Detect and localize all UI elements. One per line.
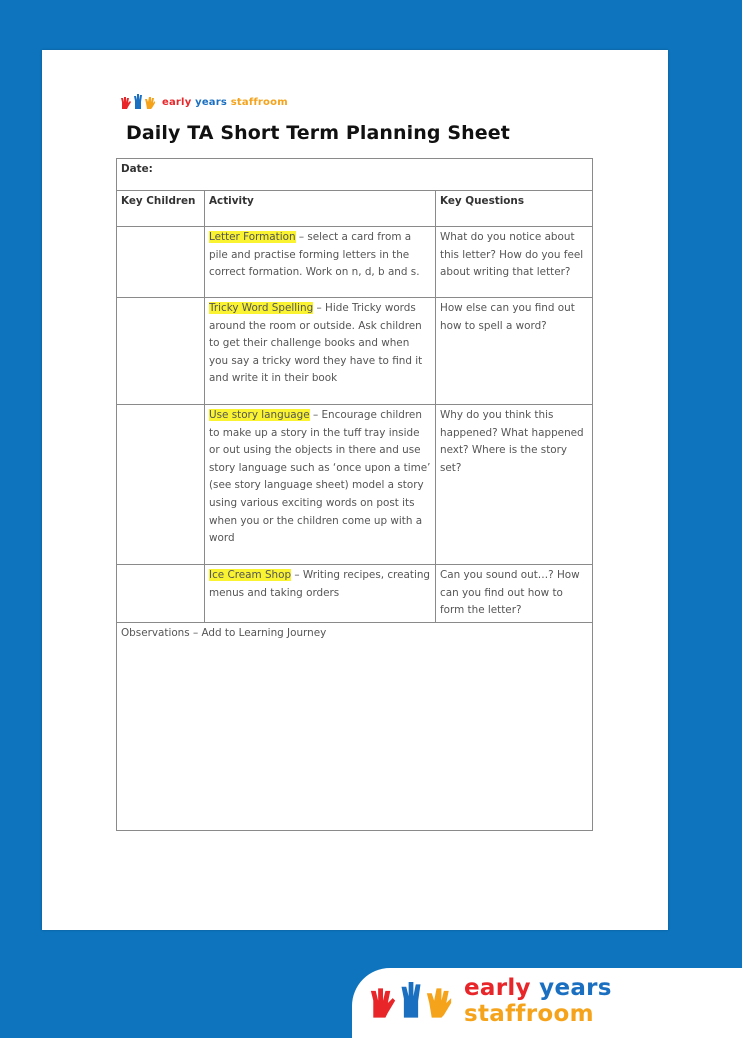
activity-text: – Encourage children to make up a story in the tuff tray inside or out using the objects in there and use story language such as ‘once upon a time’ (see story language sheet) model a story using various exciting words on post its when you or the children come up with a word — [209, 409, 431, 545]
document-preview — [42, 50, 668, 930]
date-row — [117, 159, 593, 191]
questions-cell: Can you sound out…? How can you find out how to form the letter? — [436, 565, 593, 623]
activity-cell — [205, 405, 436, 565]
header-activity: Activity — [205, 191, 436, 227]
header-key-children: Key Children — [117, 191, 205, 227]
children-cell — [117, 227, 205, 298]
activity-text: – Writing recipes, creating menus and taking orders — [209, 569, 431, 599]
footer-brand-logo — [368, 975, 742, 1027]
activity-cell — [205, 227, 436, 298]
table-row — [117, 405, 593, 565]
hands-logo-icon — [368, 982, 454, 1020]
document-title: Daily TA Short Term Planning Sheet — [126, 122, 510, 144]
table-row — [117, 565, 593, 623]
brand-word-years: years — [195, 96, 228, 108]
brand-word-early: early — [464, 975, 531, 1001]
planning-table — [116, 158, 593, 831]
activity-highlight: Tricky Word Spelling — [209, 302, 314, 314]
activity-text: – select a card from a pile and practise forming letters in the correct formation. Work on n, d, b and s. — [209, 231, 420, 279]
observations-row — [117, 622, 593, 830]
activity-cell — [205, 565, 436, 623]
header-key-questions: Key Questions — [436, 191, 593, 227]
hands-logo-icon — [120, 94, 156, 110]
header-row — [117, 191, 593, 227]
questions-cell: What do you notice about this letter? How do you feel about writing that letter? — [436, 227, 593, 298]
sheet-brand-text — [162, 97, 288, 108]
date-cell: Date: — [117, 159, 593, 191]
activity-text: – Hide Tricky words around the room or outside. Ask children to get their challenge books and when you say a tricky word they have to find it and write it in their book — [209, 302, 423, 385]
brand-word-staffroom: staffroom — [464, 1001, 594, 1027]
children-cell — [117, 405, 205, 565]
brand-word-staffroom: staffroom — [230, 96, 288, 108]
brand-word-early: early — [162, 96, 192, 108]
sheet-brand-logo — [120, 94, 288, 110]
activity-cell — [205, 298, 436, 405]
footer-brand-text — [464, 975, 742, 1027]
brand-word-years: years — [539, 975, 612, 1001]
children-cell — [117, 298, 205, 405]
activity-highlight: Use story language — [209, 409, 310, 421]
questions-cell: How else can you find out how to spell a word? — [436, 298, 593, 405]
children-cell — [117, 565, 205, 623]
observations-cell: Observations – Add to Learning Journey — [117, 622, 593, 830]
table-row — [117, 227, 593, 298]
activity-highlight: Ice Cream Shop — [209, 569, 292, 581]
activity-highlight: Letter Formation — [209, 231, 296, 243]
table-row — [117, 298, 593, 405]
questions-cell: Why do you think this happened? What happened next? Where is the story set? — [436, 405, 593, 565]
